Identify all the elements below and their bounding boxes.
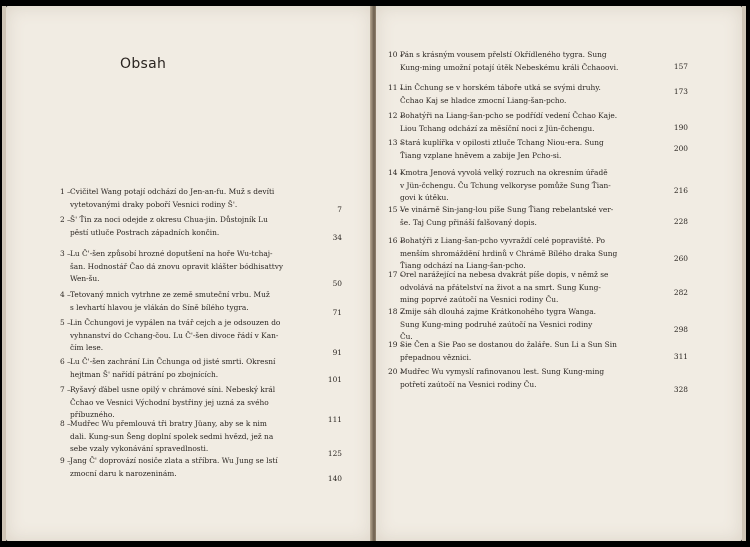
- chapter-title: Š' Ťin za noci odejde z okresu Chua-jin. Důstojník Lu pěstí utluče Postrach západních končin.: [70, 215, 268, 237]
- page-number: 228: [673, 217, 688, 226]
- chapter-number: 7 –: [60, 385, 71, 394]
- left-page: [6, 6, 372, 541]
- page-number: 71: [332, 308, 342, 317]
- chapter-title: Ryšavý ďábel usne opilý v chrámové síni. Nebeský král Čchao ve Vesnici Východní bystřiny jej uzná za svého příbuzného.: [70, 385, 276, 420]
- chapter-title: Bohatýři na Liang-šan-pcho se podřídí vedení Čchao Kaje. Liou Tchang odchází za měsíční noci z Jün-čchengu.: [400, 111, 618, 133]
- chapter-number: 8 –: [60, 419, 71, 428]
- chapter-title: Lin Čchung se v horském táboře utká se svými druhy. Čchao Kaj se hladce zmocní Liang-šan-pcho.: [400, 83, 601, 105]
- page-number: 328: [673, 385, 688, 394]
- page-number: 190: [673, 123, 688, 132]
- page-number: 91: [332, 348, 342, 357]
- page-number: 298: [673, 325, 688, 334]
- page-number: 173: [673, 87, 688, 96]
- page-number: 50: [332, 279, 342, 288]
- page-number: 216: [673, 186, 688, 195]
- chapter-number: 12 –: [388, 111, 404, 120]
- chapter-title: Ve vinárně Sin-jang-lou píše Sung Ťiang rebelantské ver- še. Taj Cung přináší falšovaný dopis.: [400, 205, 614, 227]
- page-number: 311: [673, 352, 688, 361]
- chapter-number: 1 –: [60, 187, 71, 196]
- chapter-title: Zmije sáh dlouhá zajme Krátkonohého tygra Wanga. Sung Kung-ming podruhé zaútočí na Vesnici rodiny Ču.: [400, 307, 597, 342]
- page-number: 140: [327, 474, 342, 483]
- chapter-title: Lu Č'-šen zachrání Lin Čchunga od jisté smrti. Okresní hejtman Š' nařídí pátrání po zbojnících.: [70, 357, 276, 379]
- chapter-title: Cvičitel Wang potají odchází do Jen-an-fu. Muž s devíti vytetovanými draky poboří Vesnici rodiny Š'.: [70, 187, 275, 209]
- chapter-title: Bohatýři z Liang-šan-pcho vyvraždí celé popraviště. Po menším shromáždění hrdinů v Chrámě Bílého draka Sung Ťiang odchází na Liang-šan-pcho.: [400, 236, 618, 271]
- chapter-title: Lin Čchungovi je vypálen na tvář cejch a je odsouzen do vyhnanství do Cchang-čou. Lu Č'-šen divoce řádí v Kan- čím lese.: [70, 318, 281, 353]
- chapter-title: Lu Č'-šen způsobí hrozné doputšení na hoře Wu-tchaj- šan. Hodnostář Čao dá znovu opravit klášter bódhisattvy Wen-šu.: [70, 249, 284, 284]
- contents-heading: Obsah: [120, 56, 167, 72]
- chapter-number: 14 –: [388, 168, 404, 177]
- chapter-number: 9 –: [60, 456, 71, 465]
- right-page-edge: [742, 6, 746, 541]
- chapter-number: 20 –: [388, 367, 404, 376]
- chapter-number: 17 –: [388, 270, 404, 279]
- chapter-title: Pán s krásným vousem přelstí Okřídleného tygra. Sung Kung-ming umožní potají útěk Nebeskému králi Čchaoovi.: [400, 50, 619, 72]
- page-number: 282: [673, 288, 688, 297]
- chapter-number: 13 –: [388, 138, 404, 147]
- chapter-number: 3 –: [60, 249, 71, 258]
- chapter-title: Stará kuplířka v opilosti ztluče Tchang Niou-era. Sung Ťiang vzplane hněvem a zabije Jen Pcho-si.: [400, 138, 604, 160]
- chapter-title: Orel narážející na nebesa dvakrát píše dopis, v němž se odvolává na přátelství na život a na smrt. Sung Kung- ming poprvé zaútočí na Vesnici rodiny Ču.: [400, 270, 609, 305]
- chapter-title: Mudřec Wu vymyslí rafinovanou lest. Sung Kung-ming potřetí zaútočí na Vesnici rodiny Ču.: [400, 367, 605, 389]
- chapter-number: 18 –: [388, 307, 404, 316]
- page-number: 157: [673, 62, 688, 71]
- chapter-number: 5 –: [60, 318, 71, 327]
- page-number: 7: [337, 205, 342, 214]
- right-page: [376, 6, 742, 541]
- chapter-title: Mudřec Wu přemlouvá tři bratry Jüany, aby se k nim dali. Kung-sun Šeng doplní spolek sedmi hvězd, jež na sebe vzaly vykonávání spravedlnosti.: [70, 419, 274, 454]
- chapter-number: 16 –: [388, 236, 404, 245]
- chapter-number: 15 –: [388, 205, 404, 214]
- chapter-title: Kmotra Jenová vyvolá velký rozruch na okresním úřadě v Jün-čchengu. Ču Tchung velkoryse pomůže Sung Ťian- govi k útěku.: [400, 168, 611, 203]
- chapter-number: 10 –: [388, 50, 404, 59]
- page-number: 125: [327, 449, 342, 458]
- chapter-title: Sie Čen a Sie Pao se dostanou do žaláře. Sun Li a Sun Sin přepadnou věznici.: [400, 340, 617, 362]
- page-number: 260: [673, 254, 688, 263]
- chapter-title: Tetovaný mnich vytrhne ze země smuteční vrbu. Muž s levhartí hlavou je vlákán do Síně bílého tygra.: [70, 290, 270, 312]
- chapter-number: 4 –: [60, 290, 71, 299]
- chapter-number: 2 –: [60, 215, 71, 224]
- chapter-title: Jang Č' doprovází nosiče zlata a stříbra. Wu Jung se lstí zmocní daru k narozeninám.: [70, 456, 278, 478]
- page-number: 34: [332, 233, 342, 242]
- chapter-number: 6 –: [60, 357, 71, 366]
- page-number: 111: [327, 415, 342, 424]
- chapter-number: 19 –: [388, 340, 404, 349]
- page-number: 101: [327, 375, 342, 384]
- chapter-number: 11 –: [388, 83, 404, 92]
- page-number: 200: [673, 144, 688, 153]
